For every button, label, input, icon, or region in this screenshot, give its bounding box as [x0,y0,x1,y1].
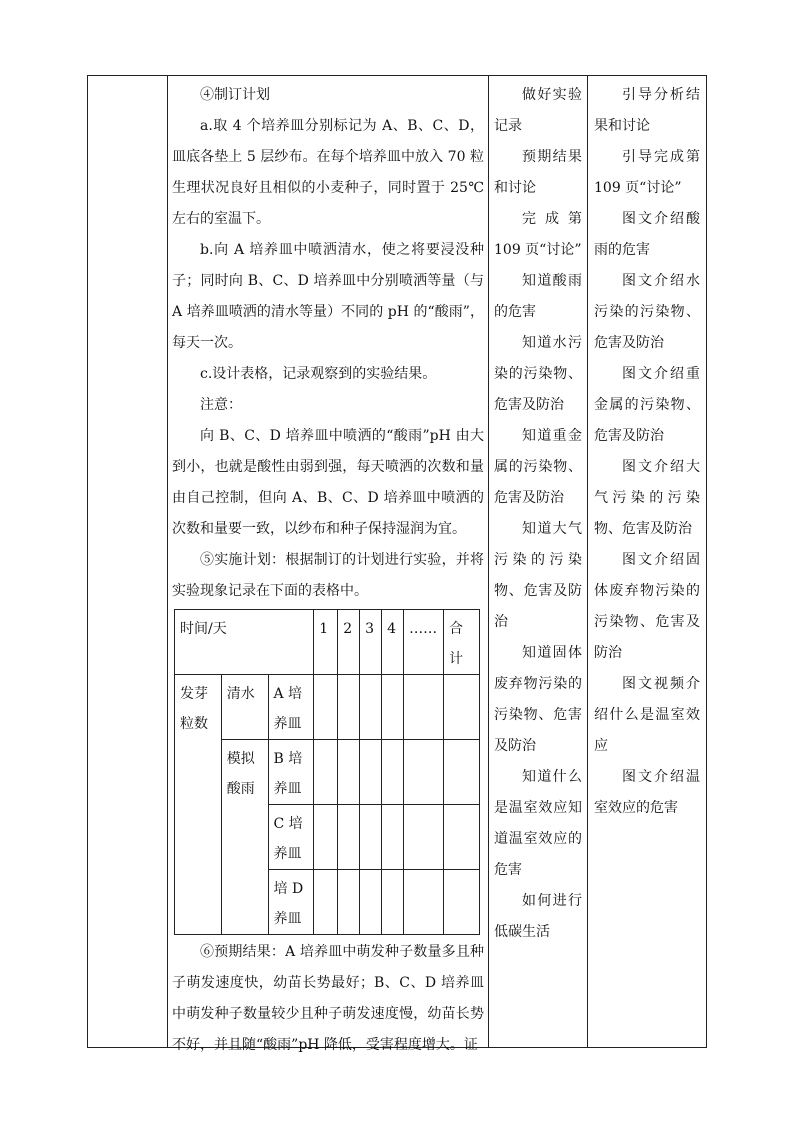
step4-c: c.设计表格，记录观察到的实验结果。 [200,366,437,382]
student-activity: 知道什么是温室效应知道温室效应的危害 [494,769,582,878]
student-activity: 知道酸雨的危害 [494,273,582,320]
dish-label: A 培养皿 [268,675,314,740]
dish-label: B 培养皿 [268,740,314,805]
data-cell [444,740,480,805]
data-cell [360,870,382,935]
day-header: 4 [382,610,404,675]
teacher-activity: 图文介绍重金属的污染物、危害及防治 [594,366,700,444]
teacher-activity: 引导完成第 109 页“讨论” [594,149,700,196]
data-cell [444,675,480,740]
data-cell [314,805,338,870]
teacher-activity: 图文介绍酸雨的危害 [594,211,700,258]
data-cell [360,675,382,740]
day-header: …… [404,610,444,675]
data-cell [360,740,382,805]
data-cell [314,740,338,805]
teaching-content-column [172,80,484,1061]
data-cell [444,805,480,870]
student-activity: 知道固体废弃物污染的污染物、危害及防治 [494,645,582,754]
column-divider [167,75,168,1048]
step4-b: b.向 A 培养皿中喷洒清水，使之将要浸没种子；同时向 B、C、D 培养皿中分别喷洒等量（与 A 培养皿喷洒的清水等量）不同的 pH 的“酸雨”，每天一次。 [172,242,484,351]
student-activity: 知道大气污染的污染物、危害及防治 [494,521,582,630]
student-activity: 如何进行低碳生活 [494,893,582,940]
day-header: 1 [314,610,338,675]
student-activity: 知道水污染的污染物、危害及防治 [494,335,582,413]
day-header: 2 [338,610,360,675]
data-cell [404,805,444,870]
teacher-activity: 图文介绍温室效应的危害 [594,769,700,816]
student-activity-column [494,80,582,948]
step4-a: a.取 4 个培养皿分别标记为 A、B、C、D，皿底各垫上 5 层纱布。在每个培养皿中放入 70 粒生理状况良好且相似的小麦种子，同时置于 25℃左右的室温下。 [172,118,484,227]
teacher-activity: 图文介绍固体废弃物污染的污染物、危害及防治 [594,552,700,661]
step6: ⑥预期结果：A 培养皿中萌发种子数量多且种子萌发速度快，幼苗长势最好；B、C、D 培养皿中萌发种子数量较少且种子萌发速度慢，幼苗长势不好，并且随“酸雨”pH 降低，受害程度增大。证 [172,944,484,1053]
teacher-activity: 图文介绍水污染的污染物、危害及防治 [594,273,700,351]
data-cell [338,740,360,805]
time-header: 时间/天 [175,610,314,675]
data-cell [314,870,338,935]
note-text: 向 B、C、D 培养皿中喷洒的“酸雨”pH 由大到小，也就是酸性由弱到强，每天喷洒的次数和量由自己控制，但向 A、B、C、D 培养皿中喷洒的次数和量要一致，以纱布和种子保持湿润为宜。 [172,428,484,537]
clean-water-label: 清水 [221,675,268,740]
data-cell [382,675,404,740]
data-cell [404,870,444,935]
teacher-activity-column [594,80,700,824]
day-header: 3 [360,610,382,675]
data-cell [382,740,404,805]
data-cell [404,740,444,805]
germination-count-label: 发芽粒数 [175,675,222,935]
data-cell [404,675,444,740]
data-cell [338,805,360,870]
data-cell [338,870,360,935]
note-label: 注意： [200,397,242,413]
step4-title: ④制订计划 [200,87,270,103]
student-activity: 完 成 第 109 页“讨论” [494,211,582,258]
column-divider [488,75,489,1048]
dish-label: 培 D 养皿 [268,870,314,935]
data-cell [382,805,404,870]
data-cell [314,675,338,740]
dish-label: C 培养皿 [268,805,314,870]
data-cell [444,870,480,935]
student-activity: 知道重金属的污染物、危害及防治 [494,428,582,506]
teacher-activity: 图文视频介绍什么是温室效应 [594,676,700,754]
student-activity: 做好实验记录 [494,87,582,134]
student-activity: 预期结果和讨论 [494,149,582,196]
data-cell [338,675,360,740]
teacher-activity: 引导分析结果和讨论 [594,87,700,134]
total-header: 合计 [444,610,480,675]
observation-table [174,609,480,935]
step5: ⑤实施计划：根据制订的计划进行实验，并将实验现象记录在下面的表格中。 [172,552,484,599]
teacher-activity: 图文介绍大气污染的污染物、危害及防治 [594,459,700,537]
data-cell [360,805,382,870]
acid-rain-label: 模拟酸雨 [221,740,268,935]
data-cell [382,870,404,935]
column-divider [587,75,588,1048]
